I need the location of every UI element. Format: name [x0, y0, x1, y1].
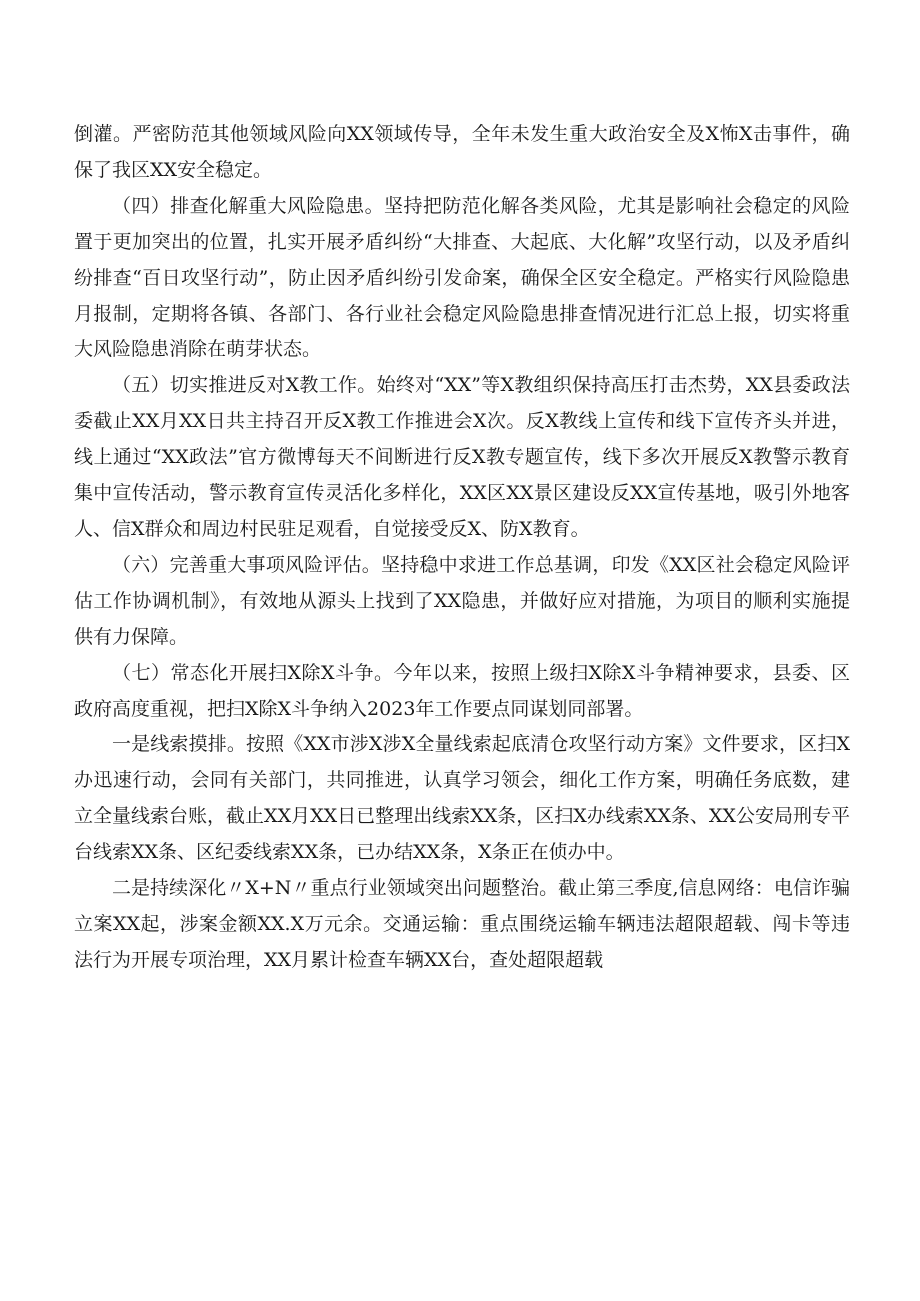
paragraph-section-six-risk-assessment: （六）完善重大事项风险评估。坚持稳中求进工作总基调，印发《XX区社会稳定风险评估工作协调机制》，有效地从源头上找到了XX隐患，并做好应对措施，为项目的顺利实施提供有力保障。	[74, 553, 850, 648]
paragraph-section-seven-crime-crackdown: （七）常态化开展扫X除X斗争。今年以来，按照上级扫X除X斗争精神要求，县委、区政府高度重视，把扫X除X斗争纳入2023年工作要点同谋划同部署。	[74, 661, 850, 720]
paragraph-clue-investigation: 一是线索摸排。按照《XX市涉X涉X全量线索起底清仓攻坚行动方案》文件要求，区扫X办迅速行动，会同有关部门，共同推进，认真学习领会，细化工作方案，明确任务底数，建立全量线索台账，截止XX月XX日已整理出线索XX条，区扫X办线索XX条、XX公安局刑专平台线索XX条、区纪委线索XX条，已办结XX条，X条正在侦办中。	[74, 733, 850, 864]
paragraph-section-four-risk-investigation: （四）排查化解重大风险隐患。坚持把防范化解各类风险，尤其是影响社会稳定的风险置于更加突出的位置，扎实开展矛盾纠纷“大排查、大起底、大化解”攻坚行动，以及矛盾纠纷排查“百日攻坚行动”，防止因矛盾纠纷引发命案，确保全区安全稳定。严格实行风险隐患月报制，定期将各镇、各部门、各行业社会稳定风险隐患排查情况进行汇总上报，切实将重大风险隐患消除在萌芽状态。	[74, 194, 850, 361]
document-body	[74, 117, 850, 979]
paragraph-key-industry-rectification: 二是持续深化〃X+N〃重点行业领域突出问题整治。截止第三季度,信息网络：电信诈骗立案XX起，涉案金额XX.X万元余。交通运输：重点围绕运输车辆违法超限超载、闯卡等违法行为开展专项治理，XX月累计检查车辆XX台，查处超限超载	[74, 877, 850, 971]
paragraph-continuation: 倒灌。严密防范其他领域风险向XX领域传导，全年未发生重大政治安全及X怖X击事件，确保了我区XX安全稳定。	[74, 123, 850, 181]
paragraph-section-five-anti-cult-work: （五）切实推进反对X教工作。始终对“XX”等X教组织保持高压打击杰势，XX县委政法委截止XX月XX日共主持召开反X教工作推进会X次。反X教线上宣传和线下宣传齐头并进，线上通过“XX政法”官方微博每天不间断进行反X教专题宣传，线下多次开展反X教警示教育集中宣传活动，警示教育宣传灵活化多样化，XX区XX景区建设反XX宣传基地，吸引外地客人、信X群众和周边村民驻足观看，自觉接受反X、防X教育。	[74, 374, 850, 540]
